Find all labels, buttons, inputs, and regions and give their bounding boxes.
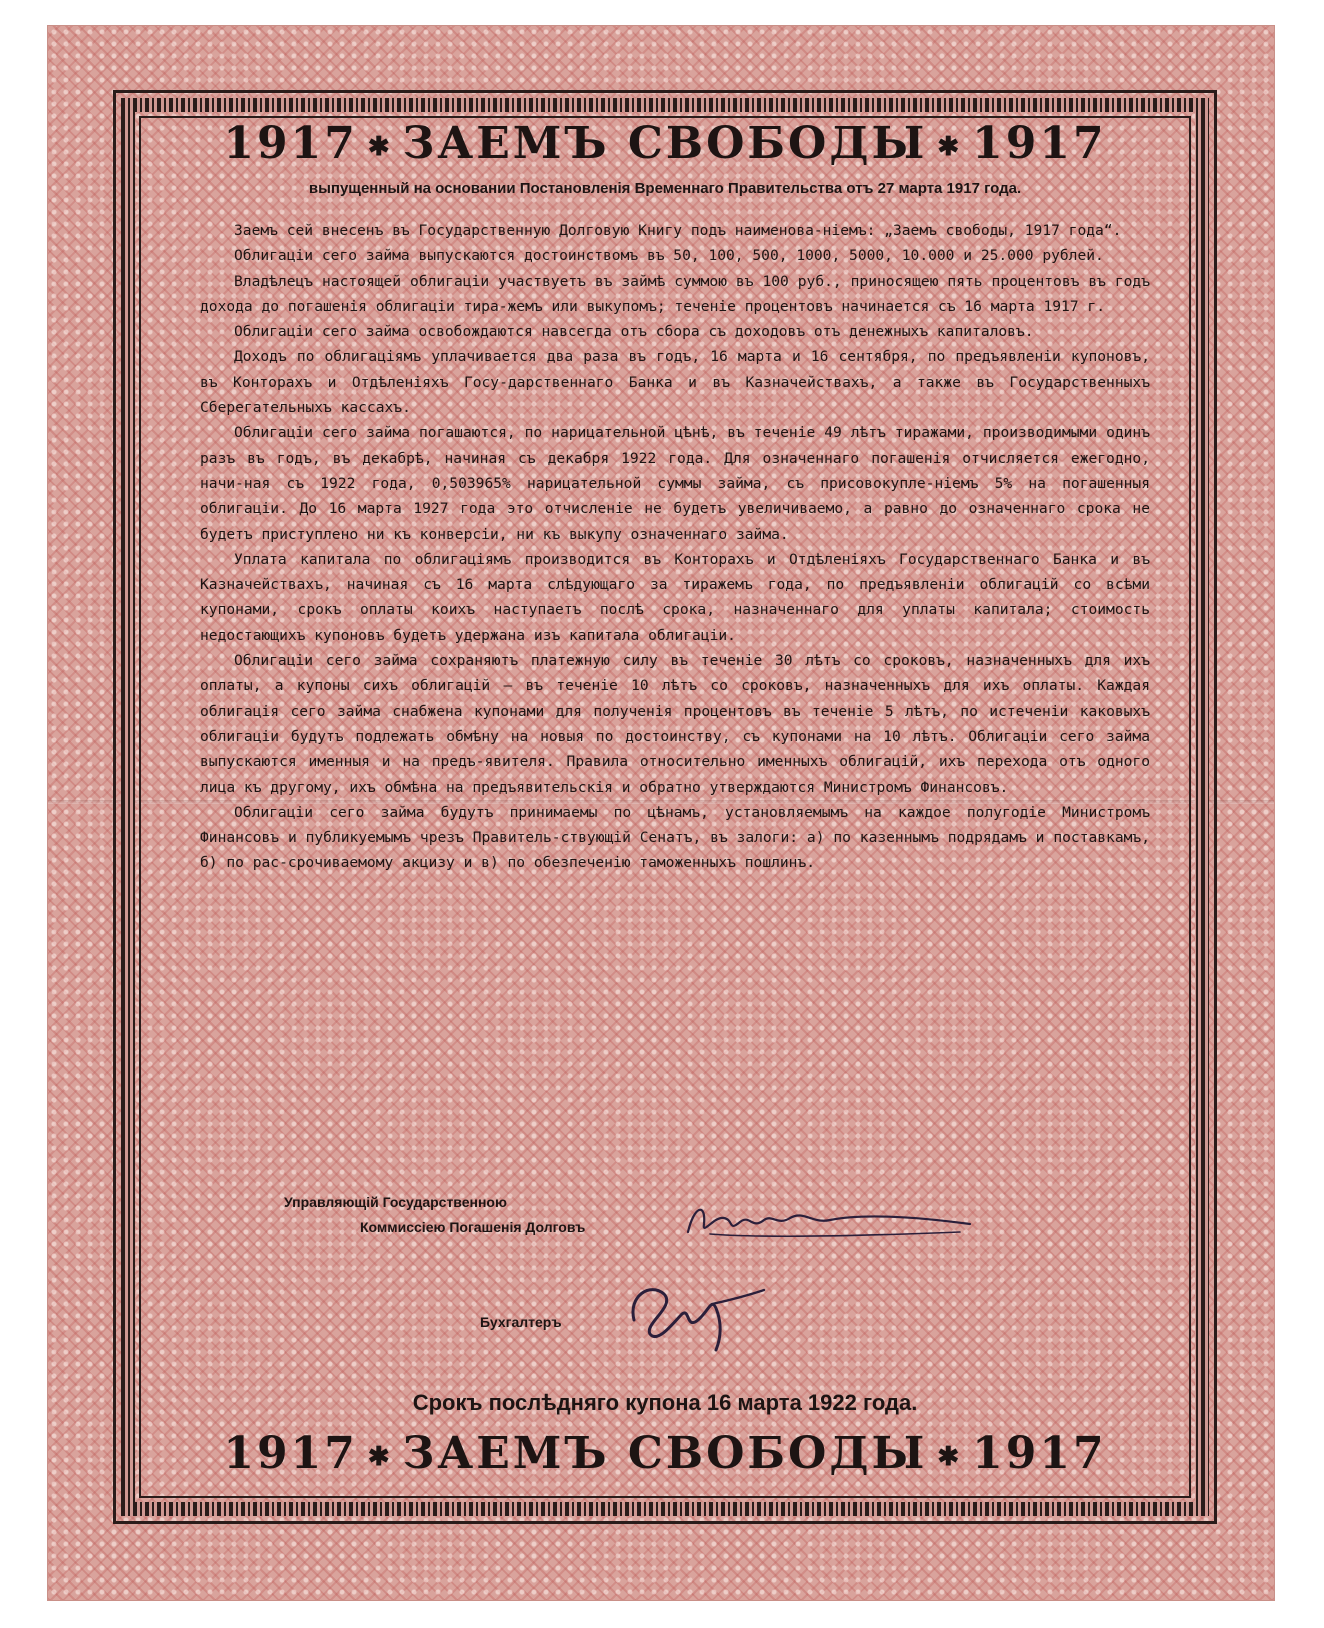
paragraph: Облигаціи сего займа выпускаются достоинствомъ въ 50, 100, 500, 1000, 5000, 10.000 и 25.000 рублей. — [234, 247, 1104, 265]
title-bottom — [150, 1428, 1180, 1483]
star-icon: ✱ — [937, 1441, 963, 1472]
signature-block — [150, 1178, 1180, 1378]
star-icon: ✱ — [367, 1441, 393, 1472]
last-coupon-date: Срокъ послѣдняго купона 16 марта 1922 года. — [412, 1390, 918, 1415]
signatory-title-line1: Управляющій Государственною — [284, 1194, 507, 1210]
accountant-signature — [620, 1274, 770, 1354]
title-top-year-right: 1917 — [972, 118, 1107, 169]
paragraph: Облигаціи сего займа погашаются, по нарицательной цѣнѣ, въ теченіе 49 лѣтъ тиражами, производимыми одинъ разъ въ годъ, въ декабрѣ, начиная съ декабря 1922 года. Для означеннаго погашенія отчисляется ежегодно, начи-ная съ 1922 года, 0,503965% нарицательной суммы займа, съ присовокупле-ніемъ 5% на погашенныя облигаціи. До 16 марта 1927 года это отчисленіе не будетъ увеличиваемо, а равно до означеннаго срока не будетъ приступлено ни къ конверсіи, ни къ выкупу означеннаго займа. — [200, 424, 1150, 543]
star-icon: ✱ — [367, 131, 393, 162]
title-bottom-year-right: 1917 — [972, 1428, 1107, 1479]
paragraph: Облигаціи сего займа сохраняютъ платежную силу въ теченіе 30 лѣтъ со сроковъ, назначенныхъ для ихъ оплаты, а купоны сихъ облигацій — въ теченіе 10 лѣтъ со сроковъ, назначенныхъ для ихъ оплаты. Каждая облигація сего займа снабжена купонами для полученія процентовъ въ теченіе 5 лѣтъ, по истеченіи каковыхъ облигаціи будутъ подлежать обмѣну на новыя по достоинству, съ купонами на 10 лѣтъ. Облигаціи сего займа выпускаются именныя и на предъ-явителя. Правила относительно именныхъ облигацій, ихъ перехода отъ одного лица къ другому, ихъ обмѣна на предъявительскія и обратно утверждаются Министромъ Финансовъ. — [200, 652, 1150, 796]
title-top-name: ЗАЕМЪ СВОБОДЫ — [402, 118, 928, 169]
paragraph: Облигаціи сего займа освобождаются навсегда отъ сбора съ доходовъ отъ денежныхъ капиталовъ. — [234, 323, 1034, 341]
signatory-title-line2: Коммиссіею Погашенія Долговъ — [360, 1219, 586, 1235]
star-icon: ✱ — [937, 131, 963, 162]
subtitle: выпущенный на основании Постановленія Временнаго Правительства отъ 27 марта 1917 года. — [308, 180, 1022, 197]
title-bottom-year-left: 1917 — [223, 1428, 358, 1479]
bond-content — [150, 118, 1180, 1488]
paragraph: Заемъ сей внесенъ въ Государственную Долговую Книгу подъ наименова-ніемъ: „Заемъ свободы, 1917 года“. — [234, 222, 1122, 239]
accountant-label: Бухгалтеръ — [480, 1314, 562, 1330]
paragraph: Уплата капитала по облигаціямъ производится въ Конторахъ и Отдѣленіяхъ Государственнаго Банка и въ Казначействахъ, начиная съ 16 марта слѣдующаго за тиражемъ года, по предъявленіи облигацій со всѣми купонами, срокъ оплаты коихъ наступаетъ послѣ срока, назначеннаго для уплаты капитала; стоимость недостающихъ купоновъ будетъ удержана изъ капитала облигаціи. — [200, 550, 1150, 644]
title-top-year-left: 1917 — [223, 118, 358, 169]
manager-signature — [680, 1196, 980, 1246]
title-top — [150, 118, 1180, 173]
paragraph: Доходъ по облигаціямъ уплачивается два раза въ годъ, 16 марта и 16 сентября, по предъявленіи купоновъ, въ Конторахъ и Отдѣленіяхъ Госу-дарственнаго Банка и въ Казначействахъ, а также въ Государственныхъ Сберегательныхъ кассахъ. — [200, 348, 1150, 417]
title-bottom-name: ЗАЕМЪ СВОБОДЫ — [402, 1428, 928, 1479]
paragraph: Облигаціи сего займа будутъ принимаемы по цѣнамъ, установляемымъ на каждое полугодіе Министромъ Финансовъ и публикуемымъ чрезъ Правитель-ствующій Сенатъ, въ залоги: а) по казеннымъ подрядамъ и поставкамъ, б) по рас-срочиваемому акцизу и в) по обезпеченію таможенныхъ пошлинъ. — [200, 803, 1150, 872]
bond-terms — [200, 218, 1150, 876]
paragraph: Владѣлецъ настоящей облигаціи участвуетъ въ займѣ суммою въ 100 руб., приносящею пять процентовъ въ годъ дохода до погашенія облигаціи тира-жемъ или выкупомъ; теченіе процентовъ начинается съ 16 марта 1917 г. — [200, 272, 1150, 315]
